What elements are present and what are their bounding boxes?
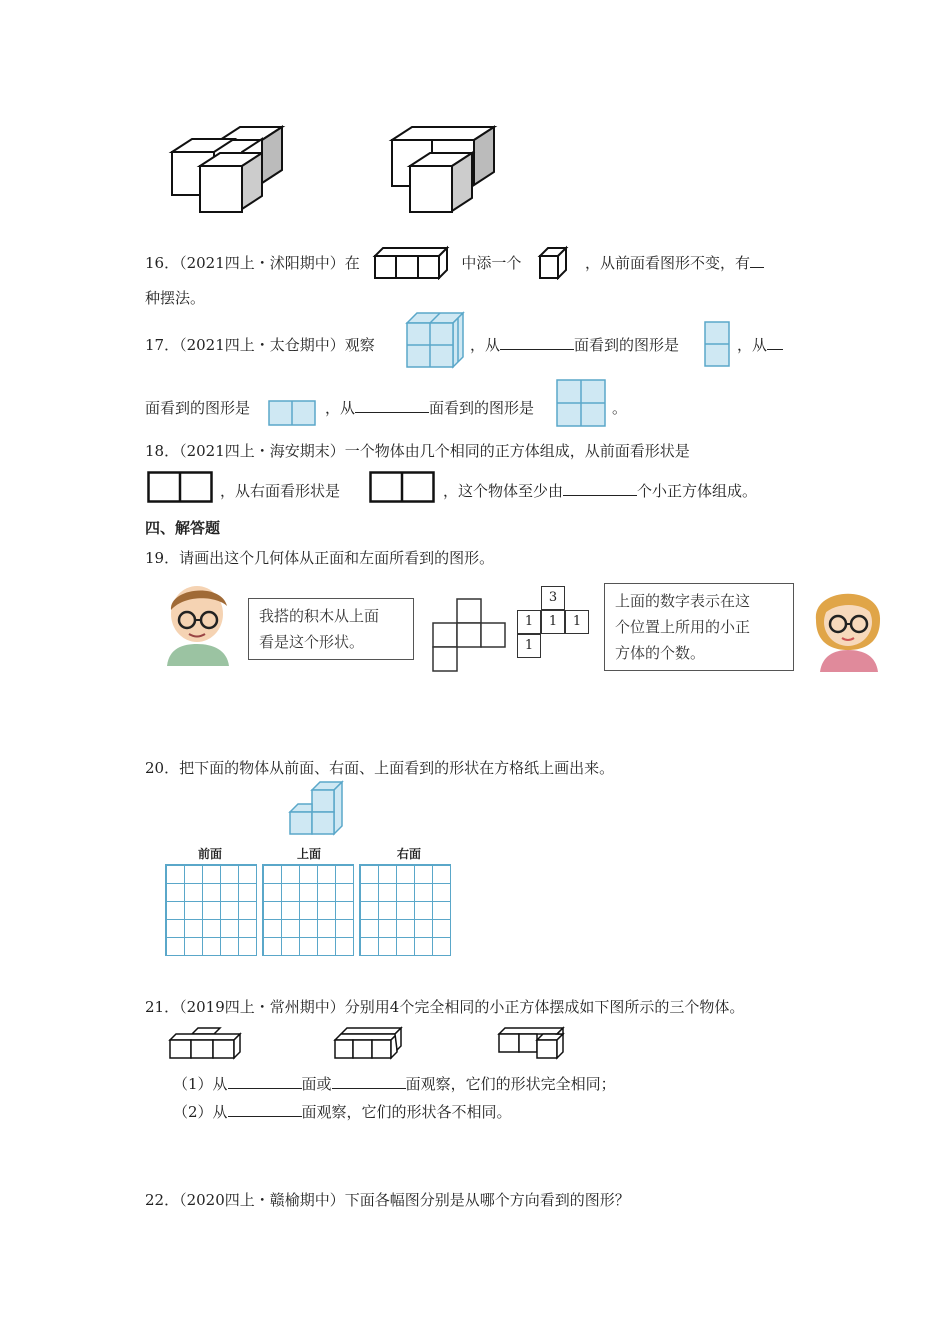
question-17-line2: 面看到的图形是 — [145, 399, 251, 417]
section-heading: 四、解答题 — [145, 519, 221, 537]
question-21-sub-2: （2）从 面观察，它们的形状各不相同。 — [173, 1103, 512, 1121]
answer-blank[interactable] — [767, 335, 783, 350]
question-17-part-a: ，从 面看到的图形是 — [470, 336, 680, 354]
grid-label-front: 前面 — [198, 847, 223, 861]
question-16: 16．（2021四上・沭阳期中）在 中添一个 ，从前面看图形不变，有 — [145, 244, 764, 280]
view-shape-two-horizontal — [268, 400, 316, 426]
single-cube-icon — [536, 244, 570, 280]
graph-paper-right[interactable] — [359, 864, 451, 956]
graph-paper-top[interactable] — [262, 864, 354, 956]
question-17: 17．（2021四上・太仓期中）观察 — [145, 336, 375, 354]
question-number: 22． — [145, 1191, 180, 1209]
answer-blank[interactable] — [750, 253, 764, 268]
question-source: （2020四上・赣榆期中） — [179, 1191, 345, 1209]
answer-blank[interactable] — [563, 481, 637, 496]
grid-cell-bottom: 1 — [517, 634, 541, 658]
cube-object-2 — [333, 1026, 405, 1060]
girl-avatar — [806, 580, 890, 672]
grid-cell: 1 — [565, 610, 589, 634]
question-18-part-a: ，从右面看形状是 — [220, 482, 341, 500]
boy-avatar — [163, 580, 235, 666]
speech-bubble-left: 我搭的积木从上面 看是这个形状。 — [248, 598, 414, 660]
question-number: 21． — [145, 998, 180, 1016]
question-16-continued: 种摆法。 — [145, 289, 206, 307]
front-view-two-squares — [147, 471, 213, 503]
question-18-part-b: ，这个物体至少由 个小正方体组成。 — [443, 482, 758, 500]
question-source: （2021四上・太仓期中） — [179, 336, 345, 354]
question-22: 22．（2020四上・赣榆期中）下面各幅图分别是从哪个方向看到的图形？ — [145, 1191, 630, 1209]
top-view-number-grid — [515, 586, 591, 658]
answer-blank[interactable] — [355, 398, 429, 413]
cube-structure-figure-a — [165, 122, 290, 217]
question-20: 20．把下面的物体从前面、右面、上面看到的形状在方格纸上画出来。 — [145, 759, 615, 777]
question-source: （2021四上・海安期末） — [179, 442, 345, 460]
view-shape-two-vertical — [704, 321, 730, 367]
question-number: 17． — [145, 336, 180, 354]
answer-blank[interactable] — [332, 1074, 406, 1089]
grid-label-top: 上面 — [297, 847, 322, 861]
question-source: （2019四上・常州期中） — [179, 998, 345, 1016]
grid-cell: 1 — [517, 610, 541, 634]
speech-bubble-right: 上面的数字表示在这 个位置上所用的小正 方体的个数。 — [604, 583, 794, 671]
blue-cube-stack-figure — [405, 311, 465, 369]
graph-paper-front[interactable] — [165, 864, 257, 956]
answer-blank[interactable] — [228, 1074, 302, 1089]
question-17-end: 。 — [612, 399, 628, 417]
cube-structure-figure-b — [385, 122, 510, 217]
answer-blank[interactable] — [500, 335, 574, 350]
answer-blank[interactable] — [228, 1102, 302, 1117]
blue-cube-step-figure — [286, 780, 346, 838]
grid-cell: 1 — [541, 610, 565, 634]
right-view-two-squares — [369, 471, 435, 503]
top-view-shape — [432, 598, 506, 674]
cube-object-1 — [168, 1026, 244, 1060]
view-shape-two-by-two — [556, 379, 606, 427]
question-source: （2021四上・沭阳期中） — [179, 254, 345, 272]
question-19: 19．请画出这个几何体从正面和左面所看到的图形。 — [145, 549, 495, 567]
question-number: 16． — [145, 254, 180, 272]
question-17-part-b: ，从 — [737, 334, 783, 355]
three-cube-row-icon — [371, 244, 451, 280]
question-18: 18．（2021四上・海安期末）一个物体由几个相同的正方体组成，从前面看形状是 — [145, 442, 690, 460]
cube-object-3 — [497, 1026, 569, 1060]
question-21-sub-1: （1）从 面或 面观察，它们的形状完全相同； — [173, 1075, 616, 1093]
question-21: 21．（2019四上・常州期中）分别用4个完全相同的小正方体摆成如下图所示的三个物体。 — [145, 998, 745, 1016]
question-17-part-c: ，从 面看到的图形是 — [325, 399, 535, 417]
grid-label-right: 右面 — [397, 847, 422, 861]
grid-cell-top: 3 — [541, 586, 565, 610]
question-number: 18． — [145, 442, 180, 460]
